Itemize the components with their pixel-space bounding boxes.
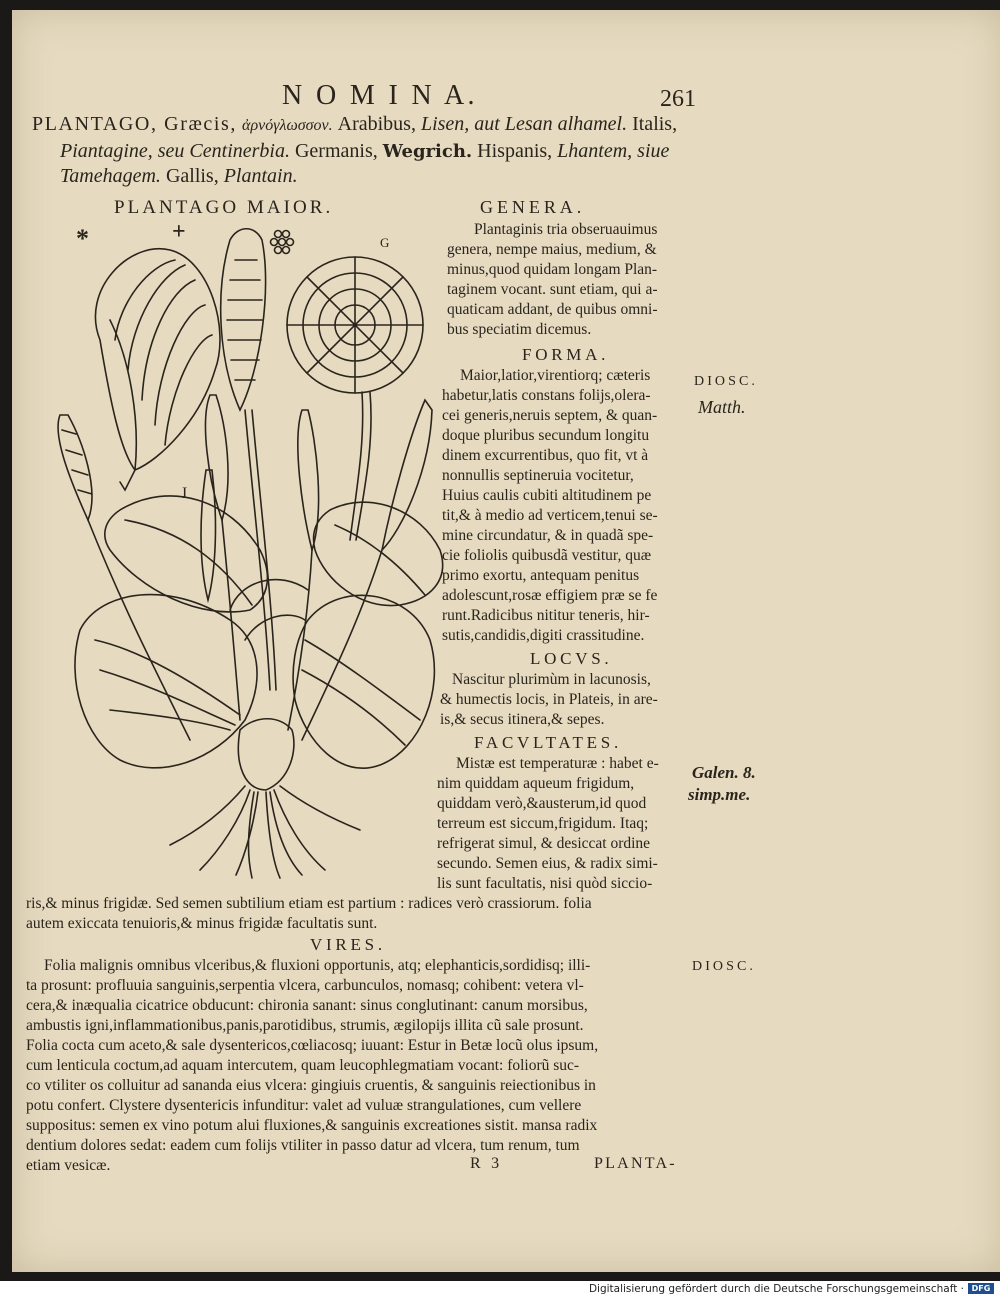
facultates-heading: FACVLTATES. [474,733,622,752]
forma-line-9: mine circundatur, & in quadã spe- [442,527,654,544]
forma-line-6: nonnullis septineruia vocitetur, [442,467,634,484]
names-arabibus: Arabibus, [337,113,416,135]
forma-line-1: Maior,latior,virentiorq; cæteris [460,367,651,384]
margin-note-simp: simp.me. [688,785,751,804]
forma-line-2: habetur,latis constans folijs,olera- [442,387,651,404]
vires-line-2: ta prosunt: profluuia sanguinis,serpentia vlcera, carbunculos, nomasq; cohibent: vetera vl- [26,977,584,994]
names-arabic: Lisen, aut Lesan alhamel. [420,113,628,135]
figure-label-star: * [76,224,89,253]
vires-line-1: Folia malignis omnibus vlceribus,& fluxioni opportunis, atq; elephanticis,sordidisq; illi- [44,957,591,974]
genera-line-5: quaticam addant, de quibus omni- [447,301,658,318]
forma-line-10: cie foliolis quibusdã vestitur, quæ [442,547,652,564]
locus-line-2: & humectis locis, in Plateis, in are- [440,691,658,708]
forma-line-4: doque pluribus secundum longitu [442,427,650,444]
figure-label-g: G [380,235,390,250]
margin-note-diosc-1: DIOSC. [694,374,758,389]
running-head: N O M I N A. [282,80,478,111]
vires-line-8: potu confert. Clystere dysentericis infunditur: valet ad vuluæ strangulationes, cum vellere [26,1097,582,1114]
vires-line-4: ambustis igni,inflammationibus,panis,parotidibus, strumis, ægilopijs illita cũ sale prosunt. [26,1017,584,1034]
vires-line-7: co vtiliter os colluitur ad sananda eius vlcera: gingiuis cruentis, & sanguinis reiectionibus in [26,1077,596,1094]
names-gallis: Gallis, [165,165,219,187]
names-line-1 [32,114,677,134]
names-greek: ἀρνόγλωσσον. [242,117,333,134]
book-page [12,10,1000,1272]
names-line-2 [60,141,669,161]
forma-line-13: runt.Radicibus nititur teneris, hir- [442,607,650,624]
footer-credit-text: Digitalisierung gefördert durch die Deutsche Forschungsgemeinschaft · [588,1283,964,1295]
genera-line-3: minus,quod quidam longam Plan- [447,261,658,278]
forma-line-14: sutis,candidis,digiti crassitudine. [442,627,645,644]
margin-note-diosc-2: DIOSC. [692,959,756,974]
figure-title: PLANTAGO MAIOR. [114,197,334,218]
genera-line-6: bus speciatim dicemus. [447,321,592,338]
names-line-3 [60,166,298,186]
signature-mark: R 3 [470,1155,503,1172]
facultates-wide-line-2: autem exiccata tenuioris,& minus frigidæ facultatis sunt. [26,915,378,932]
vires-line-6: cum lenticula coctum,ad aquam intercutem, quam leucophlegmatiam vocant: foliorũ suc- [26,1057,580,1074]
vires-line-10: dentium dolores sedat: eadem cum folijs vtiliter in passo datur ad vlcera, tum renum, tum [26,1137,580,1154]
facultates-line-1: Mistæ est temperaturæ : habet e- [456,755,659,772]
vires-line-11: etiam vesicæ. [26,1157,111,1174]
page-number: 261 [660,86,696,112]
facultates-line-7: lis sunt facultatis, nisi quòd siccio- [437,875,653,892]
genera-line-1: Plantaginis tria obseruauimus [474,221,658,238]
forma-line-3: cei generis,neruis septem, & quan- [442,407,658,424]
names-italian: Piantagine, seu Centinerbia. [60,140,290,162]
forma-line-8: tit,& à medio ad verticem,tenui se- [442,507,658,524]
vires-line-3: cera,& inæqualia cicatrice obducunt: chironia sanant: sinus conglutinant: canum morsibus, [26,997,588,1014]
facultates-wide-line-1: ris,& minus frigidæ. Sed semen subtilium etiam est partium : radices verò crassiorum. folia [26,895,592,912]
facultates-line-3: quiddam verò,&austerum,id quod [437,795,647,812]
plantain-woodcut-illustration [40,220,460,880]
genera-line-2: genera, nempe maius, medium, & [447,241,657,258]
figure-label-cross: + [172,219,186,245]
names-spanish-2: Tamehagem. [60,165,161,187]
figure-label-i: I [182,485,188,502]
catchword: PLANTA- [594,1155,677,1172]
dfg-logo-icon: DFG [968,1283,994,1294]
facultates-line-5: refrigerat simul, & desiccat ordine [437,835,651,852]
names-plantago: PLANTAGO, Græcis, [32,113,238,135]
names-german: Wegrich. [382,141,473,162]
seed-cluster-icon [271,231,294,254]
forma-line-7: Huius caulis cubiti altitudinem pe [442,487,652,504]
digitization-footer [0,1281,1000,1297]
names-spanish: Lhantem, siue [557,140,670,162]
margin-note-galen: Galen. 8. [692,763,756,782]
names-french: Plantain. [223,165,298,187]
locus-line-3: is,& secus itinera,& sepes. [440,711,605,728]
vires-line-9: suppositus: semen ex vino potum alui fluxiones,& sanguinis excreationes sistit. mansa radix [26,1117,598,1134]
names-hispanis: Hispanis, [477,140,553,162]
names-germanis: Germanis, [294,140,378,162]
locus-line-1: Nascitur plurimùm in lacunosis, [452,671,651,688]
genera-line-4: taginem vocant. sunt etiam, qui a- [447,281,658,298]
facultates-line-2: nim quiddam aqueum frigidum, [437,775,635,792]
forma-line-5: dinem excurrentibus, quo fit, vt à [442,447,649,464]
forma-line-12: adolescunt,rosæ effigiem præ se fe [442,587,658,604]
vires-heading: VIRES. [310,935,386,954]
locus-heading: LOCVS. [530,649,613,668]
facultates-line-4: terreum est siccum,frigidum. Itaq; [437,815,649,832]
genera-heading: GENERA. [480,197,586,217]
facultates-line-6: secundo. Semen eius, & radix simi- [437,855,658,872]
margin-note-matth: Matth. [698,397,746,417]
forma-heading: FORMA. [522,345,610,364]
names-italis: Italis, [632,113,678,135]
vires-line-5: Folia cocta cum aceto,& sale dysentericos,cœliacosq; iuuant: Estur in Betæ locũ olus ipsum, [26,1037,599,1054]
forma-line-11: primo exortu, antequam penitus [442,567,640,584]
